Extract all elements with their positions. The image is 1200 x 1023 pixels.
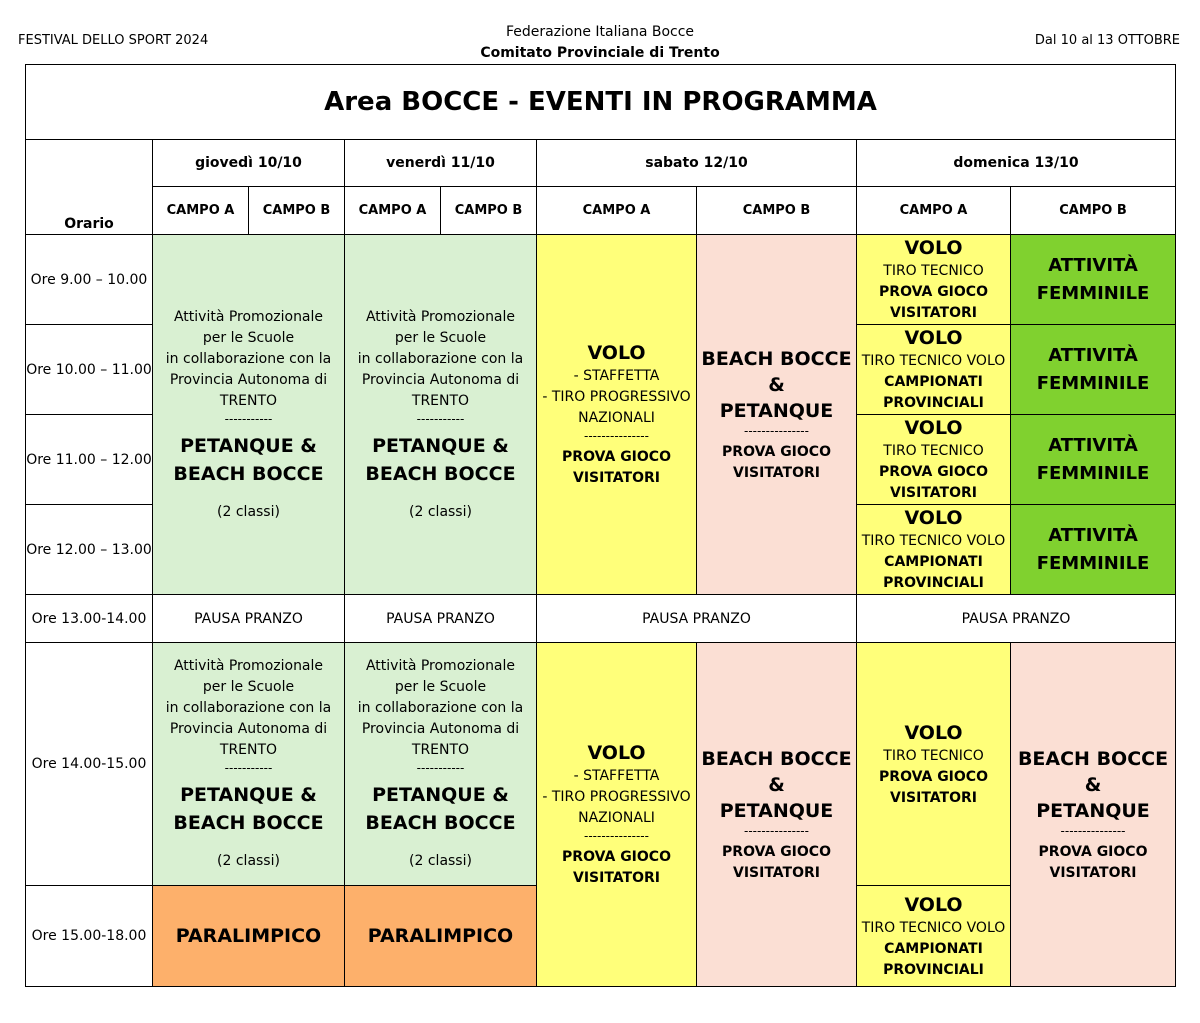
event-title: PETANQUE — [719, 799, 834, 822]
event-title: PETANQUE & — [372, 784, 509, 806]
event-line: per le Scuole — [202, 329, 295, 346]
day-header-sat: sabato 12/10 — [537, 140, 857, 187]
day-header-thu: giovedì 10/10 — [153, 140, 345, 187]
event-school-fri — [345, 643, 537, 886]
event-title: & — [768, 373, 785, 396]
campo-header: CAMPO A — [153, 187, 249, 235]
event-title: BEACH BOCCE — [365, 462, 516, 485]
event-title: VOLO — [904, 417, 963, 439]
festival-label: FESTIVAL DELLO SPORT 2024 — [18, 33, 209, 48]
event-line: TIRO TECNICO — [883, 747, 984, 764]
event-line: TIRO TECNICO VOLO — [861, 533, 1006, 549]
event-title: ATTIVITÀ — [1048, 524, 1138, 546]
separator: --------------- — [584, 429, 649, 443]
event-line: VISITATORI — [1049, 864, 1137, 881]
event-line: PROVA GIOCO — [879, 768, 988, 785]
event-line: PROVA GIOCO — [722, 443, 831, 460]
separator: --------------- — [744, 823, 809, 838]
event-line: VISITATORI — [890, 485, 977, 501]
event-line: VISITATORI — [573, 870, 660, 886]
committee-name: Comitato Provinciale di Trento — [480, 45, 720, 61]
event-title: BEACH BOCCE — [365, 812, 516, 834]
campo-header: CAMPO A — [537, 187, 697, 235]
campo-header: CAMPO A — [345, 187, 441, 235]
event-line: - STAFFETTA — [573, 368, 660, 384]
campo-header: CAMPO B — [441, 187, 537, 235]
time-slot: Ore 15.00-18.00 — [26, 886, 153, 987]
separator: ----------- — [224, 761, 273, 775]
time-slot: Ore 11.00 – 12.00 — [26, 415, 153, 505]
separator: --------------- — [744, 423, 809, 438]
event-title: FEMMINILE — [1036, 372, 1150, 394]
time-slot: Ore 10.00 – 11.00 — [26, 325, 153, 415]
lunch-break: PAUSA PRANZO — [537, 595, 857, 643]
event-line: CAMPIONATI — [884, 554, 983, 570]
lunch-break: PAUSA PRANZO — [857, 595, 1176, 643]
event-volo-sun — [857, 415, 1011, 505]
event-school-thu — [153, 643, 345, 886]
date-range: Dal 10 al 13 OTTOBRE — [1034, 33, 1180, 48]
event-title: VOLO — [904, 327, 963, 349]
event-line: TIRO TECNICO — [883, 443, 984, 459]
event-school-thu — [153, 235, 345, 595]
separator: --------------- — [584, 829, 649, 843]
event-school-fri — [345, 235, 537, 595]
event-title: PETANQUE & — [180, 434, 317, 457]
event-volo-sun — [857, 643, 1011, 886]
event-beach-sun — [1011, 643, 1176, 987]
event-title: BEACH BOCCE — [701, 747, 852, 770]
event-line: Attività Promozionale — [173, 308, 324, 325]
event-title: VOLO — [587, 742, 646, 764]
federation-name: Federazione Italiana Bocce — [505, 24, 695, 40]
event-title: ATTIVITÀ — [1048, 254, 1138, 276]
event-line: - TIRO PROGRESSIVO — [542, 789, 691, 805]
separator: --------------- — [1060, 823, 1126, 838]
event-line: VISITATORI — [733, 464, 820, 481]
event-femminile — [1011, 415, 1176, 505]
event-line: Attività Promozionale — [173, 658, 324, 674]
campo-header: CAMPO B — [249, 187, 345, 235]
event-line: PROVA GIOCO — [562, 449, 671, 465]
event-line: TRENTO — [411, 742, 470, 758]
event-line: PROVA GIOCO — [1038, 843, 1148, 860]
separator: ----------- — [416, 761, 465, 775]
event-title: VOLO — [904, 507, 963, 529]
event-line: TIRO TECNICO VOLO — [861, 353, 1006, 369]
event-line: CAMPIONATI — [884, 374, 983, 390]
event-femminile — [1011, 505, 1176, 595]
orario-header: Orario — [26, 140, 153, 235]
event-note: (2 classi) — [217, 853, 280, 869]
event-title: PETANQUE & — [372, 434, 509, 457]
event-line: TRENTO — [411, 392, 470, 409]
event-title: BEACH BOCCE — [173, 812, 324, 834]
event-femminile — [1011, 235, 1176, 325]
event-line: TIRO TECNICO VOLO — [861, 919, 1006, 936]
event-title: FEMMINILE — [1036, 462, 1150, 484]
event-title: FEMMINILE — [1036, 552, 1150, 574]
event-line: PROVA GIOCO — [562, 849, 671, 865]
event-line: - STAFFETTA — [573, 768, 660, 784]
event-line: PROVINCIALI — [883, 395, 984, 411]
event-line: in collaborazione con la — [357, 350, 524, 367]
event-title: FEMMINILE — [1036, 282, 1150, 304]
event-line: per le Scuole — [202, 679, 295, 695]
event-line: in collaborazione con la — [165, 350, 332, 367]
event-line: in collaborazione con la — [165, 700, 332, 716]
event-line: PROVA GIOCO — [879, 284, 988, 300]
day-header-sun: domenica 13/10 — [857, 140, 1176, 187]
event-volo-sun — [857, 886, 1011, 987]
event-title: BEACH BOCCE & — [1017, 747, 1169, 796]
event-title: PETANQUE & — [180, 784, 317, 806]
event-title: ATTIVITÀ — [1048, 434, 1138, 456]
event-line: TRENTO — [219, 742, 278, 758]
event-volo-sun — [857, 325, 1011, 415]
event-line: PROVINCIALI — [883, 575, 984, 591]
event-line: Provincia Autonoma di — [169, 371, 328, 388]
event-volo-sat — [537, 235, 697, 595]
event-title: ATTIVITÀ — [1048, 344, 1138, 366]
event-volo-sat — [537, 643, 697, 987]
separator: ----------- — [416, 411, 465, 426]
time-slot: Ore 9.00 – 10.00 — [26, 235, 153, 325]
event-line: VISITATORI — [890, 305, 977, 321]
campo-header: CAMPO B — [697, 187, 857, 235]
event-title: PETANQUE — [719, 399, 834, 422]
event-title: BEACH BOCCE — [173, 462, 324, 485]
event-line: PROVA GIOCO — [879, 464, 988, 480]
lunch-break: PAUSA PRANZO — [153, 595, 345, 643]
campo-header: CAMPO A — [857, 187, 1011, 235]
event-note: (2 classi) — [409, 503, 472, 520]
event-line: CAMPIONATI — [884, 940, 983, 957]
event-line: NAZIONALI — [578, 810, 655, 826]
event-line: Attività Promozionale — [365, 308, 516, 325]
event-title: VOLO — [587, 342, 646, 364]
event-line: VISITATORI — [573, 470, 660, 486]
event-title: BEACH BOCCE — [701, 347, 852, 370]
event-line: TIRO TECNICO — [883, 263, 984, 279]
event-beach-sat — [697, 643, 857, 987]
event-line: in collaborazione con la — [357, 700, 524, 716]
event-title: VOLO — [904, 237, 963, 259]
event-line: VISITATORI — [890, 789, 977, 806]
event-line: Provincia Autonoma di — [169, 721, 328, 737]
event-title: PETANQUE — [1036, 799, 1150, 822]
event-volo-sun — [857, 505, 1011, 595]
event-title: VOLO — [904, 721, 963, 744]
event-line: per le Scuole — [394, 679, 487, 695]
event-line: PROVA GIOCO — [722, 843, 831, 860]
event-beach-sat — [697, 235, 857, 595]
day-header-fri: venerdì 11/10 — [345, 140, 537, 187]
time-slot: Ore 12.00 – 13.00 — [26, 505, 153, 595]
event-line: Provincia Autonoma di — [361, 721, 520, 737]
event-paralimpico-fri: PARALIMPICO — [345, 886, 537, 987]
event-line: TRENTO — [219, 392, 278, 409]
event-paralimpico-thu: PARALIMPICO — [153, 886, 345, 987]
page-title: Area BOCCE - EVENTI IN PROGRAMMA — [26, 65, 1176, 140]
event-note: (2 classi) — [409, 853, 472, 869]
event-title: VOLO — [904, 893, 963, 916]
event-line: - TIRO PROGRESSIVO — [542, 389, 691, 405]
event-note: (2 classi) — [217, 503, 280, 520]
separator: ----------- — [224, 411, 273, 426]
event-line: PROVINCIALI — [883, 961, 984, 978]
federation-header — [0, 22, 1200, 64]
event-line: VISITATORI — [733, 864, 820, 881]
event-line: Provincia Autonoma di — [361, 371, 520, 388]
lunch-break: PAUSA PRANZO — [345, 595, 537, 643]
campo-header: CAMPO B — [1011, 187, 1176, 235]
schedule-table — [25, 64, 1176, 987]
event-line: Attività Promozionale — [365, 658, 516, 674]
time-slot: Ore 13.00-14.00 — [26, 595, 153, 643]
event-line: NAZIONALI — [578, 410, 655, 426]
event-title: & — [768, 773, 785, 796]
time-slot: Ore 14.00-15.00 — [26, 643, 153, 886]
event-line: per le Scuole — [394, 329, 487, 346]
event-volo-sun — [857, 235, 1011, 325]
event-femminile — [1011, 325, 1176, 415]
